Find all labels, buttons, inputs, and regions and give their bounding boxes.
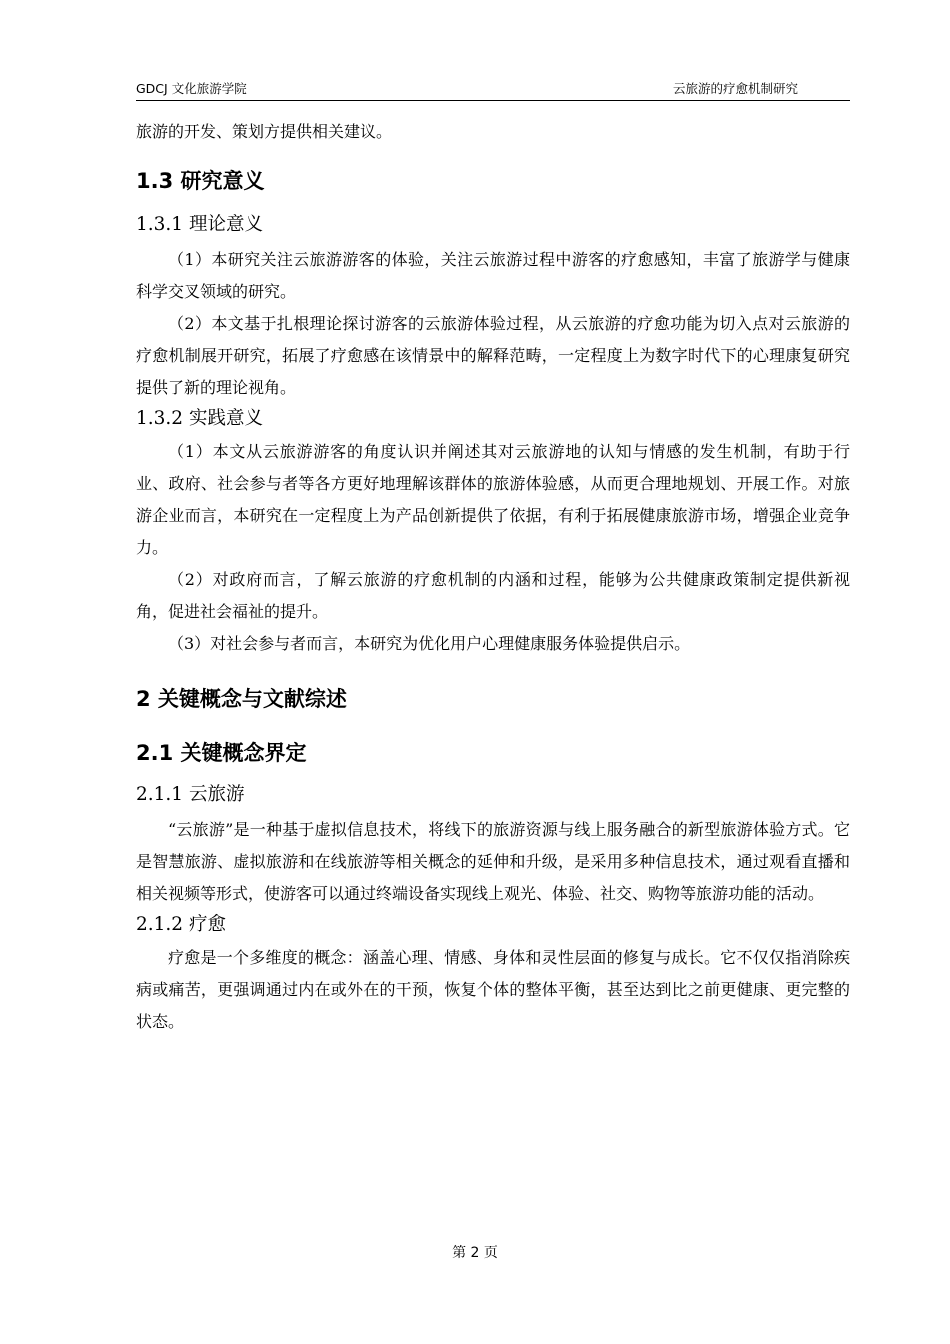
section-2-1-1-heading: 2.1.1 云旅游 [136,784,245,805]
paragraph-1-3-2-3: （3）对社会参与者而言，本研究为优化用户心理健康服务体验提供启示。 [168,634,691,653]
paragraph-1-3-2-2: （2）对政府而言，了解云旅游的疗愈机制的内涵和过程，能够为公共健康政策制定提供新视角，促进社会福祉的提升。 [136,570,850,621]
paragraph-1-3-2-1: （1）本文从云旅游游客的角度认识并阐述其对云旅游地的认知与情感的发生机制，有助于行业、政府、社会参与者等各方更好地理解该群体的旅游体验感，从而更合理地规划、开展工作。对旅游企业而言，本研究在一定程度上为产品创新提供了依据，有利于拓展健康旅游市场，增强企业竞争力。 [136,442,850,557]
section-2-heading: 2 关键概念与文献综述 [136,687,347,711]
section-1-3-2-heading: 1.3.2 实践意义 [136,408,263,429]
section-1-3-1-heading: 1.3.1 理论意义 [136,214,263,235]
section-2-1-heading: 2.1 关键概念界定 [136,741,307,765]
page-number: 第 2 页 [452,1245,498,1261]
intro-line: 旅游的开发、策划方提供相关建议。 [136,122,393,141]
paragraph-2-1-2: 疗愈是一个多维度的概念：涵盖心理、情感、身体和灵性层面的修复与成长。它不仅仅指消除疾病或痛苦，更强调通过内在或外在的干预，恢复个体的整体平衡，甚至达到比之前更健康、更完整的状态。 [136,948,850,1031]
paragraph-1-3-1-2: （2）本文基于扎根理论探讨游客的云旅游体验过程，从云旅游的疗愈功能为切入点对云旅游的疗愈机制展开研究，拓展了疗愈感在该情景中的解释范畴，一定程度上为数字时代下的心理康复研究提供了新的理论视角。 [136,314,850,397]
paragraph-1-3-1-1: （1）本研究关注云旅游游客的体验，关注云旅游过程中游客的疗愈感知，丰富了旅游学与健康科学交叉领域的研究。 [136,250,850,301]
section-1-3-heading: 1.3 研究意义 [136,169,265,193]
paragraph-2-1-1: “云旅游”是一种基于虚拟信息技术，将线下的旅游资源与线上服务融合的新型旅游体验方式。它是智慧旅游、虚拟旅游和在线旅游等相关概念的延伸和升级，是采用多种信息技术，通过观看直播和相关视频等形式，使游客可以通过终端设备实现线上观光、体验、社交、购物等旅游功能的活动。 [136,820,850,903]
page-header [136,78,850,101]
section-2-1-2-heading: 2.1.2 疗愈 [136,914,226,935]
header-institution: GDCJ 文化旅游学院 [136,81,247,96]
page-body [136,116,850,1038]
header-thesis-title: 云旅游的疗愈机制研究 [672,81,798,96]
